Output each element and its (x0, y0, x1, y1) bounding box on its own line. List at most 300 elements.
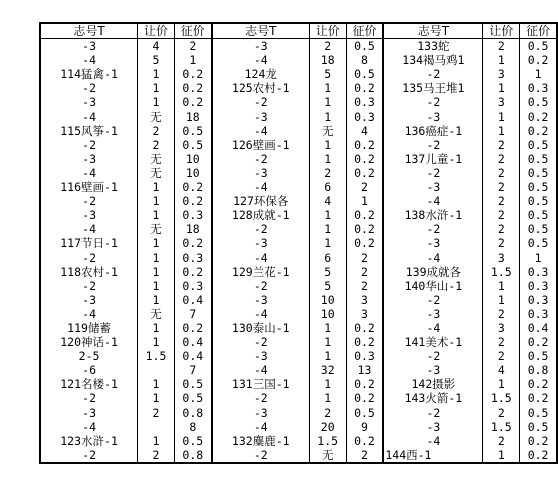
cell-sell-price-3: 1 (483, 124, 520, 138)
cell-stamp-code-3: -2 (383, 166, 483, 180)
cell-sell-price-1: 1 (138, 335, 175, 349)
table-row (40, 251, 557, 265)
cell-sell-price-1: 2 (138, 406, 175, 420)
cell-sell-price-3: 3 (483, 67, 520, 81)
table-row (40, 67, 557, 81)
cell-stamp-code-2: 125农村-1 (212, 81, 310, 95)
header-buy-price-2: 征价 (346, 23, 383, 39)
cell-buy-price-1: 0.5 (174, 434, 211, 448)
cell-buy-price-1: 10 (174, 166, 211, 180)
cell-stamp-code-3: 143火箭-1 (383, 391, 483, 405)
cell-buy-price-3: 0.5 (520, 222, 557, 236)
cell-buy-price-1: 10 (174, 152, 211, 166)
cell-buy-price-3: 0.3 (520, 279, 557, 293)
cell-sell-price-2: 5 (309, 279, 346, 293)
cell-stamp-code-3: -4 (383, 321, 483, 335)
cell-stamp-code-2: -2 (212, 222, 310, 236)
cell-stamp-code-2: -2 (212, 335, 310, 349)
cell-buy-price-1: 0.5 (174, 138, 211, 152)
cell-stamp-code-2: -3 (212, 293, 310, 307)
cell-stamp-code-3: -4 (383, 434, 483, 448)
cell-sell-price-3: 1 (483, 279, 520, 293)
cell-stamp-code-3: 144西-1 (383, 448, 483, 463)
cell-sell-price-1: 5 (138, 53, 175, 67)
cell-sell-price-1: 1 (138, 81, 175, 95)
cell-buy-price-3: 0.2 (520, 391, 557, 405)
cell-buy-price-2: 0.2 (346, 321, 383, 335)
cell-stamp-code-1: 114猛禽-1 (40, 67, 138, 81)
cell-buy-price-2: 0.2 (346, 138, 383, 152)
cell-stamp-code-3: 137儿童-1 (383, 152, 483, 166)
cell-stamp-code-2: -2 (212, 391, 310, 405)
cell-buy-price-3: 0.2 (520, 377, 557, 391)
cell-sell-price-1: 无 (138, 307, 175, 321)
table-row (40, 321, 557, 335)
cell-stamp-code-3: -2 (383, 406, 483, 420)
cell-stamp-code-2: -4 (212, 420, 310, 434)
cell-buy-price-1: 0.3 (174, 208, 211, 222)
header-stamp-code-1: 志号T (40, 23, 138, 39)
cell-stamp-code-1: -3 (40, 293, 138, 307)
cell-buy-price-2: 0.2 (346, 81, 383, 95)
cell-stamp-code-3: -2 (383, 222, 483, 236)
cell-stamp-code-1: 121名楼-1 (40, 377, 138, 391)
cell-sell-price-2: 1 (309, 110, 346, 124)
cell-stamp-code-2: -2 (212, 95, 310, 109)
cell-stamp-code-2: -3 (212, 166, 310, 180)
cell-buy-price-1: 0.8 (174, 448, 211, 463)
table-header-row (40, 23, 557, 39)
cell-buy-price-3: 0.5 (520, 406, 557, 420)
cell-sell-price-1: 1 (138, 434, 175, 448)
cell-stamp-code-1: -4 (40, 222, 138, 236)
cell-sell-price-2: 1 (309, 349, 346, 363)
cell-sell-price-3: 2 (483, 434, 520, 448)
cell-sell-price-3: 4 (483, 363, 520, 377)
cell-buy-price-1: 0.2 (174, 95, 211, 109)
cell-sell-price-3: 1 (483, 81, 520, 95)
cell-buy-price-3: 0.5 (520, 236, 557, 250)
cell-buy-price-1: 0.2 (174, 180, 211, 194)
header-stamp-code-3: 志号T (383, 23, 483, 39)
cell-buy-price-2: 0.5 (346, 39, 383, 54)
cell-buy-price-1: 8 (174, 420, 211, 434)
table-row (40, 95, 557, 109)
header-buy-price-3: 征价 (520, 23, 557, 39)
table-row (40, 236, 557, 250)
cell-stamp-code-3: -3 (383, 363, 483, 377)
cell-stamp-code-3: -3 (383, 307, 483, 321)
cell-stamp-code-1: -4 (40, 53, 138, 67)
cell-buy-price-1: 0.2 (174, 67, 211, 81)
table-row (40, 194, 557, 208)
cell-sell-price-2: 无 (309, 124, 346, 138)
cell-sell-price-3: 2 (483, 335, 520, 349)
cell-buy-price-2: 3 (346, 293, 383, 307)
cell-stamp-code-3: -2 (383, 95, 483, 109)
table-row (40, 39, 557, 54)
cell-buy-price-2: 0.2 (346, 335, 383, 349)
cell-buy-price-2: 0.3 (346, 349, 383, 363)
table-row (40, 307, 557, 321)
table-row (40, 180, 557, 194)
cell-sell-price-1: 1 (138, 95, 175, 109)
table-body (40, 39, 557, 463)
cell-buy-price-2: 3 (346, 307, 383, 321)
cell-buy-price-3: 0.2 (520, 434, 557, 448)
cell-stamp-code-1: 123水浒-1 (40, 434, 138, 448)
cell-stamp-code-1: 115风筝-1 (40, 124, 138, 138)
cell-sell-price-3: 3 (483, 321, 520, 335)
cell-sell-price-2: 1 (309, 236, 346, 250)
cell-sell-price-1: 1 (138, 391, 175, 405)
cell-buy-price-3: 0.8 (520, 363, 557, 377)
table-row (40, 434, 557, 448)
cell-stamp-code-2: -2 (212, 448, 310, 463)
cell-buy-price-2: 0.2 (346, 166, 383, 180)
cell-sell-price-3: 1 (483, 448, 520, 463)
cell-buy-price-3: 0.3 (520, 81, 557, 95)
cell-stamp-code-2: -2 (212, 279, 310, 293)
table-row (40, 363, 557, 377)
cell-sell-price-2: 10 (309, 307, 346, 321)
cell-stamp-code-3: -2 (383, 67, 483, 81)
cell-stamp-code-1: -6 (40, 363, 138, 377)
cell-buy-price-3: 0.5 (520, 152, 557, 166)
cell-sell-price-3: 2 (483, 152, 520, 166)
cell-buy-price-1: 0.5 (174, 124, 211, 138)
cell-stamp-code-1: -2 (40, 81, 138, 95)
table-row (40, 81, 557, 95)
cell-sell-price-2: 2 (309, 406, 346, 420)
cell-stamp-code-3: 135马王堆1 (383, 81, 483, 95)
cell-stamp-code-3: -3 (383, 110, 483, 124)
cell-buy-price-3: 0.2 (520, 124, 557, 138)
cell-buy-price-1: 0.5 (174, 377, 211, 391)
table-row (40, 265, 557, 279)
cell-buy-price-2: 1 (346, 194, 383, 208)
cell-buy-price-2: 2 (346, 448, 383, 463)
table-row (40, 53, 557, 67)
cell-buy-price-1: 0.2 (174, 194, 211, 208)
cell-sell-price-2: 1 (309, 208, 346, 222)
cell-stamp-code-2: -4 (212, 307, 310, 321)
cell-sell-price-3: 1 (483, 110, 520, 124)
stamp-price-table-wrapper (39, 22, 558, 464)
cell-buy-price-3: 0.3 (520, 307, 557, 321)
cell-buy-price-1: 18 (174, 110, 211, 124)
cell-stamp-code-3: 142摄影 (383, 377, 483, 391)
table-row (40, 293, 557, 307)
cell-sell-price-1: 1 (138, 208, 175, 222)
cell-sell-price-1: 1 (138, 236, 175, 250)
cell-stamp-code-3: -2 (383, 293, 483, 307)
cell-stamp-code-2: -3 (212, 406, 310, 420)
cell-stamp-code-1: -2 (40, 194, 138, 208)
cell-stamp-code-1: 2-5 (40, 349, 138, 363)
cell-buy-price-2: 0.2 (346, 236, 383, 250)
cell-buy-price-2: 2 (346, 265, 383, 279)
cell-sell-price-2: 10 (309, 293, 346, 307)
cell-stamp-code-1: 117节日-1 (40, 236, 138, 250)
cell-sell-price-1: 1 (138, 279, 175, 293)
cell-buy-price-2: 0.2 (346, 391, 383, 405)
cell-stamp-code-1: -2 (40, 279, 138, 293)
cell-sell-price-2: 2 (309, 166, 346, 180)
cell-buy-price-3: 1 (520, 251, 557, 265)
cell-sell-price-1: 无 (138, 222, 175, 236)
cell-sell-price-1: 1 (138, 194, 175, 208)
cell-buy-price-3: 0.3 (520, 265, 557, 279)
cell-sell-price-2: 20 (309, 420, 346, 434)
cell-stamp-code-1: -2 (40, 391, 138, 405)
cell-buy-price-2: 8 (346, 53, 383, 67)
cell-stamp-code-3: 136癌症-1 (383, 124, 483, 138)
cell-sell-price-3: 3 (483, 251, 520, 265)
cell-buy-price-3: 0.2 (520, 110, 557, 124)
cell-sell-price-1: 4 (138, 39, 175, 54)
cell-stamp-code-2: -3 (212, 349, 310, 363)
cell-sell-price-3: 2 (483, 222, 520, 236)
cell-sell-price-2: 6 (309, 180, 346, 194)
cell-sell-price-3: 2 (483, 349, 520, 363)
cell-sell-price-3: 1 (483, 377, 520, 391)
cell-stamp-code-2: -4 (212, 363, 310, 377)
cell-buy-price-2: 2 (346, 279, 383, 293)
cell-buy-price-2: 0.2 (346, 222, 383, 236)
cell-buy-price-2: 0.5 (346, 406, 383, 420)
cell-sell-price-1: 无 (138, 166, 175, 180)
cell-buy-price-2: 0.5 (346, 67, 383, 81)
cell-buy-price-2: 4 (346, 124, 383, 138)
cell-sell-price-1: 2 (138, 124, 175, 138)
cell-buy-price-3: 1 (520, 67, 557, 81)
cell-stamp-code-2: -4 (212, 180, 310, 194)
cell-stamp-code-3: -2 (383, 138, 483, 152)
cell-stamp-code-3: 140华山-1 (383, 279, 483, 293)
cell-buy-price-3: 0.5 (520, 166, 557, 180)
table-row (40, 391, 557, 405)
cell-buy-price-2: 0.2 (346, 152, 383, 166)
cell-stamp-code-1: -2 (40, 138, 138, 152)
cell-stamp-code-3: -3 (383, 420, 483, 434)
cell-sell-price-2: 1 (309, 152, 346, 166)
cell-stamp-code-3: 134褐马鸡1 (383, 53, 483, 67)
cell-stamp-code-2: 132麋鹿-1 (212, 434, 310, 448)
cell-sell-price-2: 1 (309, 95, 346, 109)
cell-buy-price-1: 0.4 (174, 349, 211, 363)
header-stamp-code-2: 志号T (212, 23, 310, 39)
cell-sell-price-3: 2 (483, 138, 520, 152)
cell-sell-price-2: 1 (309, 377, 346, 391)
cell-sell-price-2: 5 (309, 67, 346, 81)
cell-buy-price-3: 0.5 (520, 138, 557, 152)
cell-buy-price-1: 0.3 (174, 279, 211, 293)
cell-stamp-code-1: -3 (40, 208, 138, 222)
cell-sell-price-1: 2 (138, 448, 175, 463)
cell-sell-price-1 (138, 420, 175, 434)
cell-buy-price-3: 0.5 (520, 420, 557, 434)
cell-sell-price-1: 无 (138, 152, 175, 166)
cell-buy-price-2: 2 (346, 251, 383, 265)
cell-stamp-code-2: 128成就-1 (212, 208, 310, 222)
cell-stamp-code-2: 130泰山-1 (212, 321, 310, 335)
cell-buy-price-2: 0.2 (346, 377, 383, 391)
table-row (40, 110, 557, 124)
cell-sell-price-2: 5 (309, 265, 346, 279)
cell-stamp-code-2: 129兰花-1 (212, 265, 310, 279)
cell-sell-price-2: 1.5 (309, 434, 346, 448)
cell-sell-price-1: 1 (138, 67, 175, 81)
table-row (40, 377, 557, 391)
table-row (40, 406, 557, 420)
header-sell-price-1: 让价 (138, 23, 175, 39)
cell-buy-price-3: 0.2 (520, 448, 557, 463)
cell-stamp-code-2: -2 (212, 152, 310, 166)
cell-sell-price-2: 1 (309, 222, 346, 236)
cell-buy-price-3: 0.5 (520, 39, 557, 54)
cell-sell-price-2: 1 (309, 391, 346, 405)
cell-buy-price-1: 0.2 (174, 265, 211, 279)
cell-sell-price-3: 2 (483, 307, 520, 321)
table-row (40, 279, 557, 293)
cell-sell-price-1: 1 (138, 180, 175, 194)
cell-sell-price-1: 1 (138, 265, 175, 279)
table-row (40, 152, 557, 166)
cell-buy-price-1: 2 (174, 39, 211, 54)
cell-sell-price-1: 1 (138, 293, 175, 307)
cell-buy-price-2: 2 (346, 180, 383, 194)
table-row (40, 420, 557, 434)
cell-stamp-code-3: 139成就各 (383, 265, 483, 279)
cell-sell-price-2: 1 (309, 81, 346, 95)
cell-stamp-code-1: -3 (40, 406, 138, 420)
cell-buy-price-1: 0.5 (174, 391, 211, 405)
cell-buy-price-3: 0.5 (520, 194, 557, 208)
cell-sell-price-3: 2 (483, 236, 520, 250)
cell-sell-price-2: 2 (309, 39, 346, 54)
cell-stamp-code-1: 118农村-1 (40, 265, 138, 279)
cell-buy-price-1: 0.4 (174, 293, 211, 307)
cell-sell-price-2: 32 (309, 363, 346, 377)
cell-stamp-code-3: -4 (383, 194, 483, 208)
cell-buy-price-3: 0.2 (520, 335, 557, 349)
cell-sell-price-3: 1.5 (483, 420, 520, 434)
cell-stamp-code-1: -4 (40, 307, 138, 321)
cell-buy-price-2: 0.3 (346, 110, 383, 124)
cell-stamp-code-2: -3 (212, 39, 310, 54)
cell-buy-price-2: 0.2 (346, 208, 383, 222)
cell-buy-price-2: 0.2 (346, 434, 383, 448)
cell-stamp-code-1: -3 (40, 152, 138, 166)
cell-buy-price-3: 0.5 (520, 95, 557, 109)
table-row (40, 335, 557, 349)
cell-buy-price-2: 13 (346, 363, 383, 377)
cell-sell-price-1: 1 (138, 377, 175, 391)
cell-buy-price-2: 0.3 (346, 95, 383, 109)
cell-sell-price-2: 1 (309, 321, 346, 335)
cell-buy-price-2: 9 (346, 420, 383, 434)
cell-buy-price-1: 0.3 (174, 251, 211, 265)
cell-buy-price-3: 0.4 (520, 321, 557, 335)
cell-stamp-code-3: 141美术-1 (383, 335, 483, 349)
cell-stamp-code-3: -3 (383, 180, 483, 194)
table-row (40, 138, 557, 152)
table-row (40, 349, 557, 363)
cell-buy-price-1: 0.2 (174, 321, 211, 335)
cell-sell-price-3: 1 (483, 293, 520, 307)
cell-stamp-code-1: -4 (40, 110, 138, 124)
cell-sell-price-3: 2 (483, 208, 520, 222)
cell-buy-price-3: 0.5 (520, 349, 557, 363)
cell-sell-price-3: 2 (483, 166, 520, 180)
cell-stamp-code-2: -4 (212, 251, 310, 265)
table-row (40, 124, 557, 138)
header-buy-price-1: 征价 (174, 23, 211, 39)
cell-buy-price-3: 0.2 (520, 53, 557, 67)
cell-stamp-code-3: 133蛇 (383, 39, 483, 54)
cell-sell-price-3: 3 (483, 95, 520, 109)
cell-sell-price-2: 1 (309, 138, 346, 152)
cell-buy-price-1: 0.2 (174, 236, 211, 250)
cell-stamp-code-3: -2 (383, 349, 483, 363)
cell-stamp-code-3: -3 (383, 236, 483, 250)
cell-stamp-code-2: 131三国-1 (212, 377, 310, 391)
cell-sell-price-2: 无 (309, 448, 346, 463)
stamp-price-table (39, 22, 558, 464)
cell-sell-price-1: 1.5 (138, 349, 175, 363)
cell-stamp-code-2: -4 (212, 124, 310, 138)
cell-stamp-code-2: -3 (212, 236, 310, 250)
header-sell-price-3: 让价 (483, 23, 520, 39)
table-row (40, 222, 557, 236)
cell-sell-price-3: 2 (483, 39, 520, 54)
cell-sell-price-1: 1 (138, 251, 175, 265)
cell-stamp-code-3: -4 (383, 251, 483, 265)
cell-sell-price-1: 1 (138, 321, 175, 335)
cell-sell-price-2: 18 (309, 53, 346, 67)
cell-stamp-code-1: -3 (40, 39, 138, 54)
header-sell-price-2: 让价 (309, 23, 346, 39)
cell-buy-price-1: 1 (174, 53, 211, 67)
cell-stamp-code-2: 126壁画-1 (212, 138, 310, 152)
cell-buy-price-3: 0.5 (520, 208, 557, 222)
cell-buy-price-1: 0.8 (174, 406, 211, 420)
cell-stamp-code-1: -2 (40, 448, 138, 463)
cell-stamp-code-1: 119储蓄 (40, 321, 138, 335)
cell-stamp-code-1: -4 (40, 420, 138, 434)
cell-buy-price-1: 0.4 (174, 335, 211, 349)
table-row (40, 166, 557, 180)
cell-sell-price-3: 2 (483, 406, 520, 420)
cell-sell-price-3: 1.5 (483, 391, 520, 405)
cell-buy-price-1: 18 (174, 222, 211, 236)
table-row (40, 448, 557, 463)
cell-sell-price-3: 1.5 (483, 265, 520, 279)
cell-stamp-code-2: -3 (212, 110, 310, 124)
cell-buy-price-1: 0.2 (174, 81, 211, 95)
cell-sell-price-2: 4 (309, 194, 346, 208)
cell-buy-price-1: 7 (174, 363, 211, 377)
cell-buy-price-3: 0.5 (520, 180, 557, 194)
cell-stamp-code-1: -4 (40, 166, 138, 180)
cell-stamp-code-2: -4 (212, 53, 310, 67)
cell-buy-price-1: 7 (174, 307, 211, 321)
cell-sell-price-1 (138, 363, 175, 377)
cell-stamp-code-2: 124龙 (212, 67, 310, 81)
cell-stamp-code-1: 116壁画-1 (40, 180, 138, 194)
cell-stamp-code-3: 138水浒-1 (383, 208, 483, 222)
